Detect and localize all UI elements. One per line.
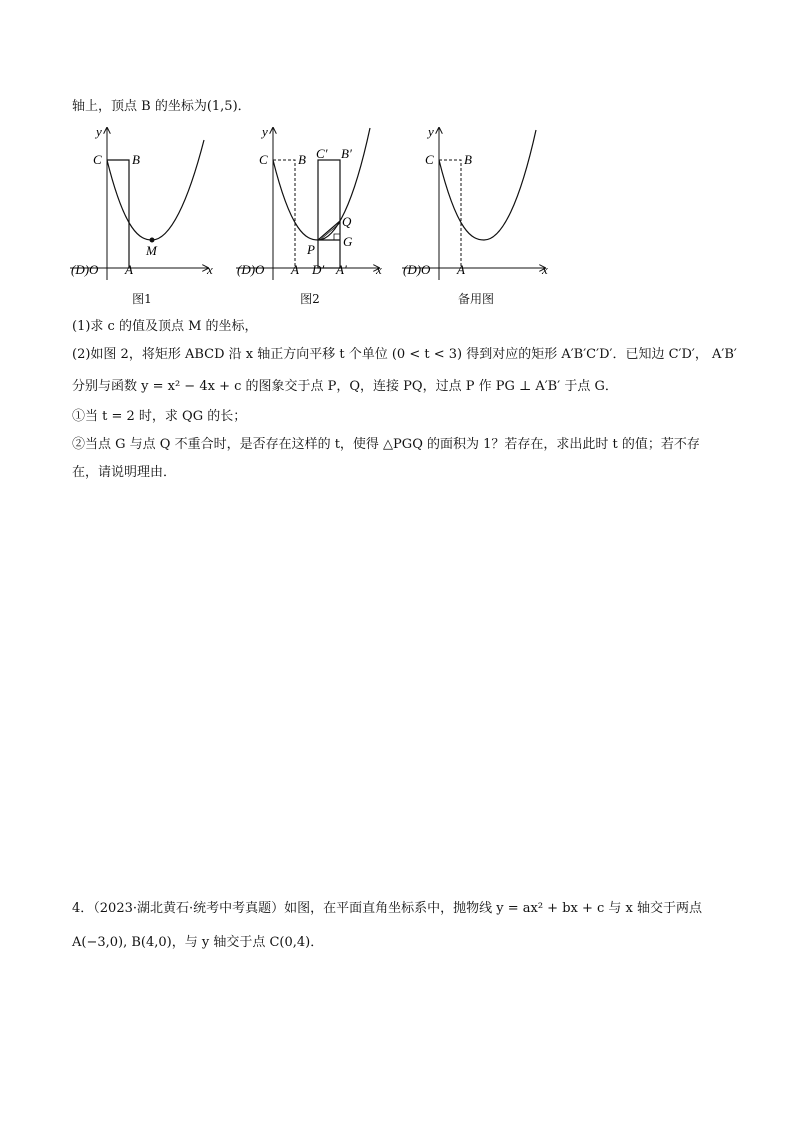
label-a: A (291, 262, 299, 277)
figure-2-caption: 图2 (300, 292, 320, 306)
original-rectangle (273, 160, 295, 268)
label-g: G (343, 234, 353, 249)
label-d-prime: D′ (312, 262, 325, 277)
label-b-prime: B′ (341, 146, 352, 161)
label-b: B (298, 152, 306, 167)
label-y: y (262, 124, 268, 139)
label-p: P (307, 242, 315, 257)
label-y: y (96, 124, 102, 139)
label-origin: (D)O (403, 262, 431, 277)
translated-rectangle (318, 160, 340, 268)
label-c: C (93, 152, 102, 167)
question-1: (1)求 c 的值及顶点 M 的坐标， (72, 319, 258, 334)
label-b: B (464, 152, 472, 167)
problem-4-line-2: A(−3,0), B(4,0)，与 y 轴交于点 C(0,4)． (72, 935, 324, 950)
figure-1-diagram (70, 122, 230, 282)
label-origin: (D)O (237, 262, 265, 277)
label-x: x (376, 262, 382, 277)
label-y: y (428, 124, 434, 139)
figure-3-diagram (402, 122, 552, 282)
intro-text: 轴上，顶点 B 的坐标为 (72, 99, 207, 114)
figure-3 (402, 122, 552, 306)
figure-2-diagram (236, 122, 386, 282)
label-a-prime: A′ (336, 262, 347, 277)
figure-3-caption: 备用图 (457, 292, 494, 306)
segment-pq (318, 221, 340, 240)
figure-1-caption: 图1 (132, 292, 152, 306)
question-2-sub-2-line-1: ②当点 G 与点 Q 不重合时，是否存在这样的 t，使得 △PGQ 的面积为 1？若存在，求出此时 t 的值；若不存 (72, 437, 700, 452)
right-angle-mark (334, 234, 340, 240)
question-2-line-2: 分别与函数 y = x² − 4x + c 的图象交于点 P，Q，连接 PQ，过点 P 作 PG ⊥ A′B′ 于点 G． (72, 379, 618, 394)
label-x: x (207, 262, 213, 277)
dashed-rectangle (439, 160, 461, 268)
label-x: x (542, 262, 548, 277)
vertex-coord: (1,5) (206, 99, 238, 114)
label-a: A (125, 262, 133, 277)
parabola (107, 140, 204, 240)
vertex-m-dot (150, 238, 155, 243)
question-2-line-1: (2)如图 2，将矩形 ABCD 沿 x 轴正方向平移 t 个单位 (0 < t < 3) 得到对应的矩形 A′B′C′D′．已知边 C′D′， A′B′ (72, 347, 737, 362)
label-b: B (132, 152, 140, 167)
parabola (439, 130, 536, 240)
intro-line (72, 98, 251, 116)
label-c-prime: C′ (316, 146, 328, 161)
question-2-sub-2-line-2: 在，请说明理由． (72, 465, 177, 480)
label-q: Q (342, 214, 352, 229)
label-origin: (D)O (71, 262, 99, 277)
figure-1 (70, 122, 230, 306)
figure-2 (236, 122, 386, 306)
parabola (273, 128, 370, 240)
rectangle-abcd (107, 160, 129, 268)
label-m: M (146, 243, 157, 258)
segment-pq-inner (320, 223, 340, 240)
question-2-sub-1: ①当 t = 2 时，求 QG 的长； (72, 409, 247, 424)
label-c: C (425, 152, 434, 167)
label-c: C (259, 152, 268, 167)
problem-4-line-1: 4．（2023·湖北黄石·统考中考真题）如图，在平面直角坐标系中，抛物线 y = ax² + bx + c 与 x 轴交于两点 (72, 901, 703, 916)
label-a: A (457, 262, 465, 277)
intro-end: ． (237, 99, 251, 114)
